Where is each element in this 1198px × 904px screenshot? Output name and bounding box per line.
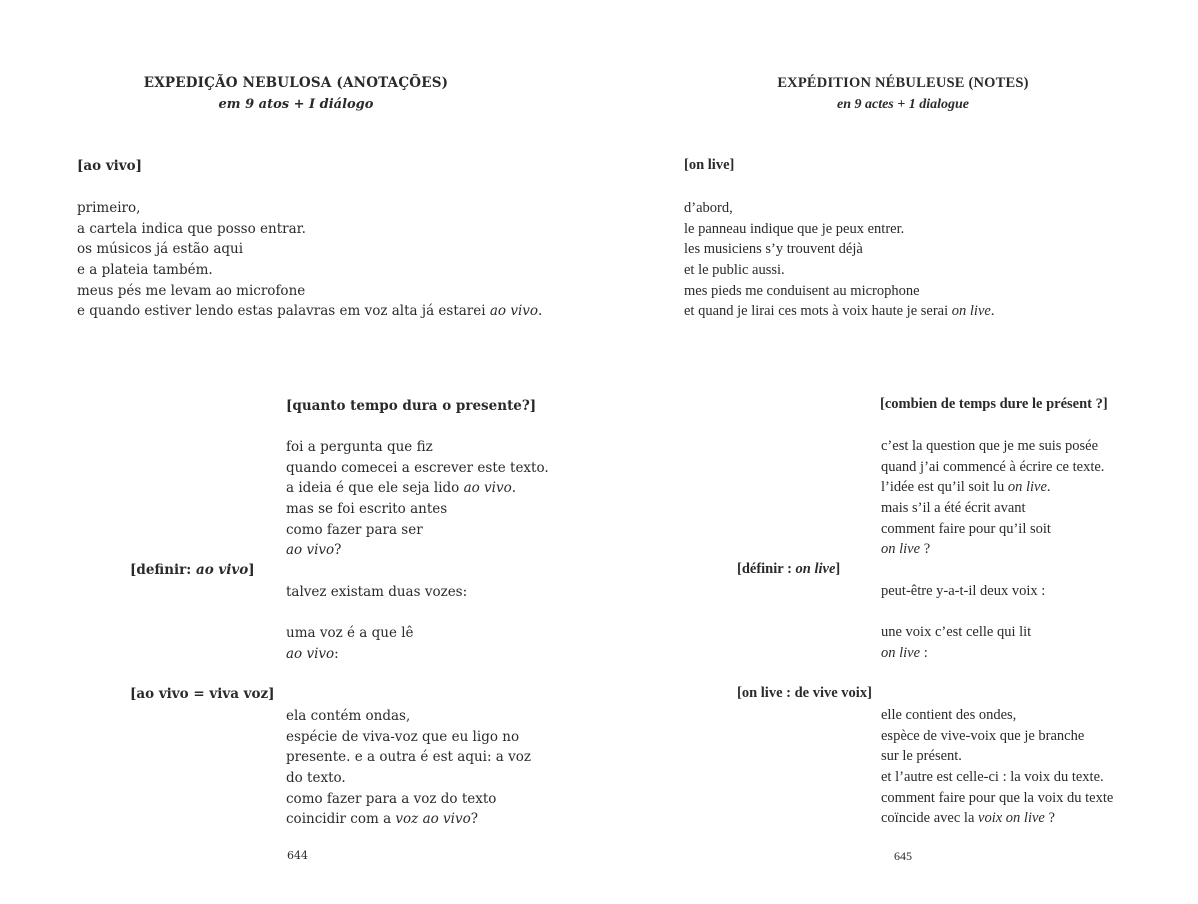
right-intro-line: les musiciens s’y trouvent déjà <box>684 241 863 258</box>
right-page-number: 645 <box>894 849 912 863</box>
right-text-line: sur le présent. <box>881 748 962 765</box>
right-text-line: une voix c’est celle qui lit <box>881 624 1032 641</box>
left-intro-line: os músicos já estão aqui <box>77 241 244 258</box>
left-margin-note-voice: [ao vivo = viva voz] <box>130 686 275 702</box>
right-section-heading: [on live] <box>684 157 735 173</box>
right-page <box>599 0 1198 904</box>
right-intro-line: et le public aussi. <box>684 262 785 279</box>
right-margin-note-define: [définir : on live] <box>737 561 841 577</box>
right-intro-line-last: et quand je lirai ces mots à voix haute je serai on live. <box>684 303 995 320</box>
left-text-line: presente. e a outra é est aqui: a voz <box>286 749 532 766</box>
left-intro-line: meus pés me levam ao microfone <box>77 282 306 299</box>
left-text-line: foi a pergunta que fiz <box>286 439 433 455</box>
left-question-block <box>286 437 549 830</box>
left-text-line: talvez existam duas vozes: <box>286 583 468 600</box>
right-text-line: c’est la question que je me suis posée <box>881 438 1099 454</box>
left-intro-line-last: e quando estiver lendo estas palavras em voz alta já estarei ao vivo. <box>77 303 543 320</box>
right-text-line: mais s’il a été écrit avant <box>881 500 1026 517</box>
right-text-line: l’idée est qu’il soit lu on live. <box>881 479 1051 496</box>
right-text-line: et l’autre est celle-ci : la voix du texte. <box>881 769 1104 785</box>
left-intro-line: primeiro, <box>77 200 141 216</box>
left-text-line: ao vivo? <box>286 542 342 559</box>
right-intro-line: mes pieds me conduisent au microphone <box>684 282 920 299</box>
left-intro-line: a cartela indica que posso entrar. <box>77 220 306 237</box>
left-intro-line: e a plateia também. <box>77 262 213 279</box>
right-text-line: on live ? <box>881 541 931 558</box>
left-text-line: como fazer para ser <box>286 521 423 538</box>
left-text-line: quando comecei a escrever este texto. <box>286 459 549 476</box>
left-text-line: espécie de viva-voz que eu ligo no <box>286 728 520 745</box>
left-subtitle: em 9 atos + I diálogo <box>218 97 374 112</box>
right-text-line: coïncide avec la voix on live ? <box>881 810 1055 827</box>
left-intro-paragraph <box>77 198 542 322</box>
left-section-heading: [ao vivo] <box>77 158 143 174</box>
right-text-line: on live : <box>881 644 928 661</box>
left-text-line: uma voz é a que lê <box>286 625 414 642</box>
right-question-heading: [combien de temps dure le présent ?] <box>880 396 1108 412</box>
right-title: EXPÉDITION NÉBULEUSE (NOTES) <box>777 75 1029 91</box>
right-text-line: quand j’ai commencé à écrire ce texte. <box>881 458 1105 475</box>
right-intro-line: d’abord, <box>684 200 733 216</box>
left-question-heading: [quanto tempo dura o presente?] <box>286 398 537 414</box>
right-header <box>599 73 1198 115</box>
left-header <box>0 73 592 115</box>
right-intro-paragraph <box>684 198 994 322</box>
left-page-number: 644 <box>287 849 308 862</box>
left-text-line: ao vivo: <box>286 645 339 662</box>
right-question-block <box>881 436 1113 829</box>
left-margin-note-define: [definir: ao vivo] <box>130 562 255 578</box>
left-text-line: ela contém ondas, <box>286 707 411 724</box>
right-text-line: comment faire pour que la voix du texte <box>881 789 1114 806</box>
left-text-line: a ideia é que ele seja lido ao vivo. <box>286 480 517 497</box>
right-text-line: espèce de vive-voix que je branche <box>881 727 1085 744</box>
left-text-line: como fazer para a voz do texto <box>286 790 497 807</box>
left-title: EXPEDIÇÃO NEBULOSA (ANOTAÇÕES) <box>143 75 449 91</box>
left-text-line: do texto. <box>286 770 346 786</box>
right-intro-line: le panneau indique que je peux entrer. <box>684 220 905 237</box>
right-subtitle: en 9 actes + 1 dialogue <box>836 97 970 112</box>
right-text-line: peut-être y-a-t-il deux voix : <box>881 582 1046 599</box>
right-margin-note-voice: [on live : de vive voix] <box>737 685 872 701</box>
left-text-line: mas se foi escrito antes <box>286 501 448 518</box>
left-text-line: coincidir com a voz ao vivo? <box>286 811 478 828</box>
right-text-line: comment faire pour qu’il soit <box>881 520 1051 537</box>
right-text-line: elle contient des ondes, <box>881 706 1017 723</box>
